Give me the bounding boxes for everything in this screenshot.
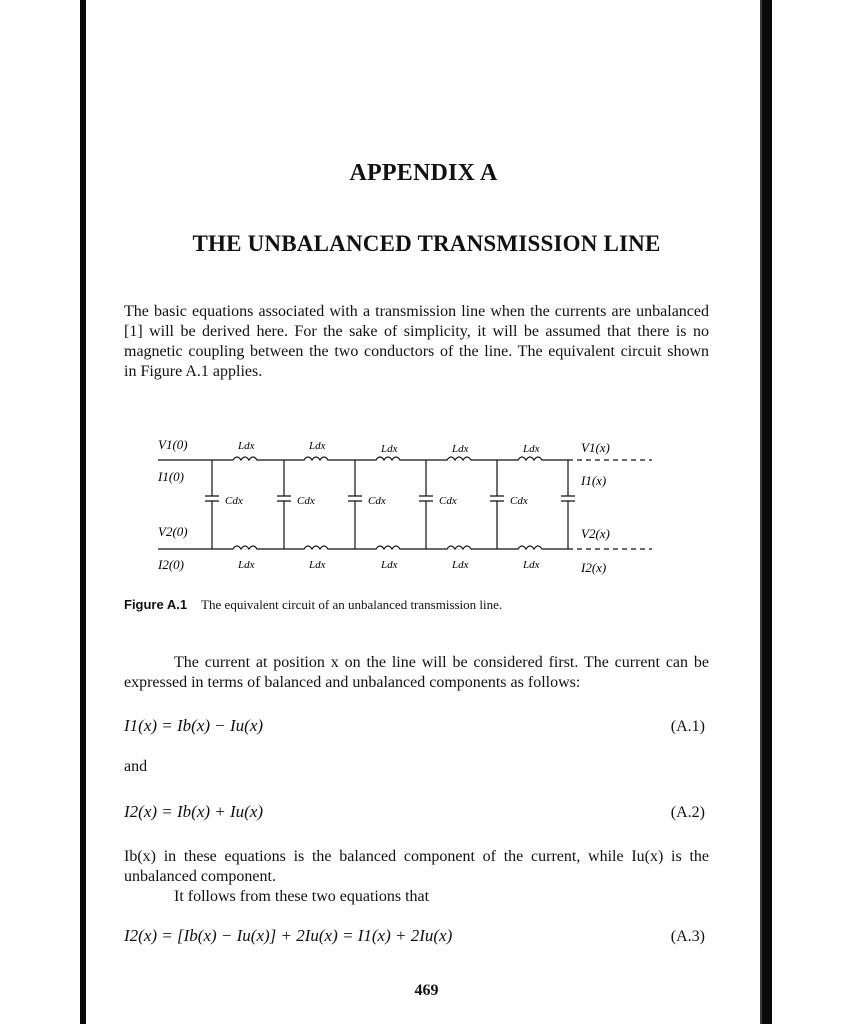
inductor-label: Ldx: [523, 559, 540, 571]
intro-line: in Figure A.1 applies.: [124, 363, 263, 380]
capacitor-label: Cdx: [225, 495, 243, 507]
intro-paragraph: [124, 302, 709, 382]
paragraph-line: Ib(x) in these equations is the balanced component of the current, while Iu(x) is the: [124, 848, 709, 865]
figure-caption-text: The equivalent circuit of an unbalanced transmission line.: [201, 597, 503, 612]
inductor-label: Ldx: [381, 559, 398, 571]
intro-line: magnetic coupling between the two conductors of the line. The equivalent circuit shown: [124, 343, 709, 360]
inductor-label: Ldx: [309, 440, 326, 452]
page-number: 469: [414, 982, 439, 999]
figure-label: Figure A.1: [124, 597, 188, 612]
capacitor-label: Cdx: [297, 495, 315, 507]
equation-a3: [124, 926, 709, 950]
paragraph-line: It follows from these two equations that: [174, 888, 430, 905]
capacitor-label: Cdx: [510, 495, 528, 507]
inductor-label: Ldx: [452, 559, 469, 571]
i1-end-label: I1(x): [581, 473, 607, 488]
equation-a1-number: (A.1): [670, 718, 705, 735]
capacitor-label: Cdx: [368, 495, 386, 507]
paragraph-balanced-component: [124, 847, 709, 907]
paragraph-line: expressed in terms of balanced and unbalanced components as follows:: [124, 674, 581, 691]
v1-end-label: V1(x): [581, 440, 610, 455]
appendix-label: APPENDIX A: [349, 160, 498, 186]
inductor-label: Ldx: [238, 559, 255, 571]
inductor-label: Ldx: [309, 559, 326, 571]
i2-end-label: I2(x): [581, 560, 607, 575]
figure-caption: [124, 597, 502, 613]
capacitor-label: Cdx: [439, 495, 457, 507]
inductor-label: Ldx: [452, 443, 469, 455]
equation-a3-number: (A.3): [670, 928, 705, 945]
paragraph-line: The current at position x on the line will be considered first. The current can be: [174, 654, 709, 671]
inductor-label: Ldx: [238, 440, 255, 452]
circuit-diagram: [0, 436, 853, 586]
i2-start-label: I2(0): [158, 557, 184, 572]
equation-a2: [124, 802, 709, 826]
v2-start-label: V2(0): [158, 524, 188, 539]
chapter-title: THE UNBALANCED TRANSMISSION LINE: [192, 231, 661, 256]
v2-end-label: V2(x): [581, 526, 610, 541]
equation-a2-number: (A.2): [670, 804, 705, 821]
paragraph-current-position: [124, 653, 709, 693]
i1-start-label: I1(0): [158, 469, 184, 484]
paragraph-line: unbalanced component.: [124, 868, 276, 885]
inductor-label: Ldx: [381, 443, 398, 455]
equation-a1-text: I1(x) = Ib(x) − Iu(x): [124, 716, 264, 735]
intro-line: The basic equations associated with a transmission line when the currents are unbalanced: [124, 303, 709, 320]
inductor-label: Ldx: [523, 443, 540, 455]
and-text: and: [124, 758, 148, 775]
v1-start-label: V1(0): [158, 437, 188, 452]
equation-a1: [124, 716, 709, 740]
equation-a2-text: I2(x) = Ib(x) + Iu(x): [124, 802, 264, 821]
intro-line: [1] will be derived here. For the sake of simplicity, it will be assumed that there is no: [124, 323, 709, 340]
equation-a3-text: I2(x) = [Ib(x) − Iu(x)] + 2Iu(x) = I1(x) + 2Iu(x): [124, 926, 453, 945]
